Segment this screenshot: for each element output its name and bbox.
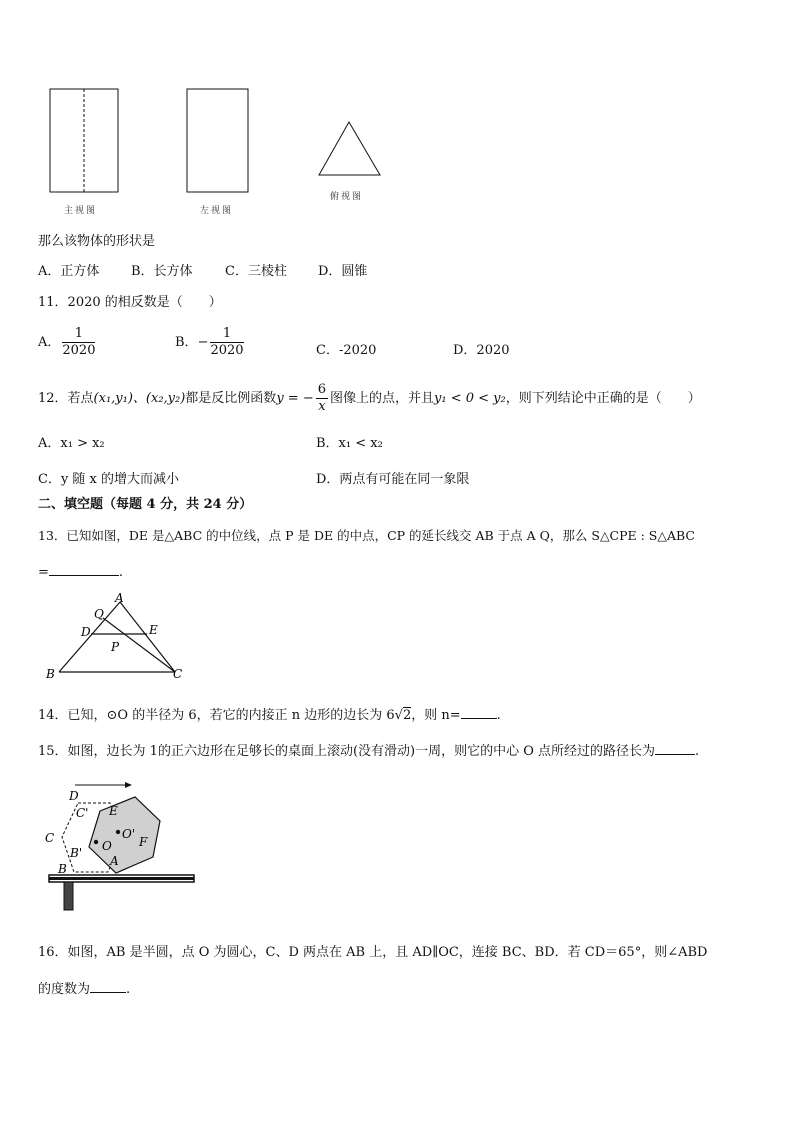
q12-mid2: 图像上的点，并且: [330, 391, 435, 406]
q12-func-den: x: [318, 399, 326, 414]
q16-answer-blank[interactable]: [90, 980, 126, 993]
q14-sqrt-arg: 2: [402, 708, 412, 723]
q13-label-e: E: [149, 623, 158, 637]
q10-stem: 那么该物体的形状是: [38, 234, 156, 249]
q14-text: [38, 704, 501, 723]
section2-title: 二、填空题（每题 4 分，共 24 分）: [38, 497, 253, 512]
q12-option-d: D．两点有可能在同一象限: [316, 472, 470, 487]
q15-label-c: C: [45, 831, 55, 845]
q15-label-o-prime: O': [122, 827, 136, 841]
q10-option-d: D．圆锥: [318, 264, 368, 279]
q12-mid: 都是反比例函数: [185, 391, 277, 406]
q15-label-d: D: [69, 789, 79, 803]
q13-label-c: C: [173, 667, 183, 681]
q13-triangle-figure: [40, 590, 190, 685]
q12-func-fraction: [316, 382, 328, 415]
q15-label-c-prime: C': [76, 806, 89, 820]
q11-option-a: [38, 326, 97, 359]
q16-answer-suffix: .: [126, 982, 131, 997]
q11-option-d: D．2020: [453, 343, 510, 358]
q15-answer-blank[interactable]: [655, 742, 695, 755]
q16-line1: 16．如图，AB 是半圆，点 O 为圆心，C、D 两点在 AB 上，且 AD∥OC，连接 BC、BD．若 CD＝65°，则∠ABD: [38, 945, 708, 960]
q11-option-b-num: 1: [210, 326, 243, 343]
q10-option-a: A．正方体: [38, 264, 100, 279]
q15-answer-suffix: .: [695, 744, 700, 759]
q12-condition: y₁ < 0 < y₂: [434, 391, 506, 406]
q11-stem: 11．2020 的相反数是（ ）: [38, 295, 222, 310]
q12-option-a: A．x₁ > x₂: [38, 436, 105, 451]
q11-option-b: [175, 326, 246, 359]
q10-option-c: C．三棱柱: [225, 264, 287, 279]
q15-text-body: 15．如图，边长为 1的正六边形在足够长的桌面上滚动(没有滑动)一周，则它的中心 O 点所经过的路径长为: [38, 744, 656, 759]
q10-option-b: B．长方体: [131, 264, 193, 279]
q13-label-d: D: [81, 625, 91, 639]
q12-option-c: C．y 随 x 的增大而减小: [38, 472, 180, 487]
q13-answer-prefix: =: [38, 565, 49, 580]
q12-func-num: 6: [317, 382, 326, 397]
q11-option-b-sign: −: [197, 335, 209, 350]
q14-text-before: 14．已知，⊙O 的半径为 6，若它的内接正 n 边形的边长为 6: [38, 708, 395, 723]
q13-label-p: P: [111, 640, 120, 654]
q12-points: (x₁,y₁)、(x₂,y₂): [93, 391, 186, 406]
q12-suffix: ，则下列结论中正确的是（ ）: [505, 391, 701, 406]
q12-stem: [38, 382, 701, 415]
q11-option-a-label: A．: [38, 335, 61, 350]
arrow-head-icon: [125, 782, 132, 788]
q14-answer-suffix: .: [496, 708, 501, 723]
q15-hexagon-figure: [40, 775, 200, 915]
q11-option-b-fraction: [210, 326, 243, 359]
q11-option-b-label: B．: [175, 335, 198, 350]
q15-label-f: F: [139, 835, 148, 849]
q16-line2: [38, 978, 130, 997]
q15-label-o: O: [102, 839, 112, 853]
q13-label-q: Q: [94, 607, 104, 621]
q11-option-a-num: 1: [62, 326, 95, 343]
center-o-prime-dot: [116, 830, 120, 834]
top-view-label: 俯视图: [330, 192, 364, 202]
q13-answer-blank[interactable]: [49, 563, 119, 576]
q11-option-a-den: 2020: [62, 343, 96, 358]
q11-option-a-fraction: [62, 326, 95, 359]
q15-label-b: B: [58, 862, 67, 876]
table-leg: [64, 882, 73, 910]
q13-answer-suffix: .: [118, 565, 124, 580]
side-view-label: 左视图: [200, 206, 234, 216]
q14-text-after: ，则 n=: [411, 708, 461, 723]
q12-option-b: B．x₁ < x₂: [316, 436, 383, 451]
q13-text: 13．已知如图，DE 是△ABC 的中位线，点 P 是 DE 的中点，CP 的延长线交 AB 于点 A Q，那么 S△CPE : S△ABC: [38, 528, 695, 543]
q13-answer-line: [38, 563, 123, 580]
q12-func-lhs: y = −: [276, 391, 314, 406]
side-view-rect: [187, 89, 248, 192]
q13-label-b: B: [46, 667, 55, 681]
q15-label-b-prime: B': [70, 846, 83, 860]
top-view-triangle: [319, 122, 380, 175]
q15-label-a: A: [110, 854, 119, 868]
q16-line2-prefix: 的度数为: [38, 982, 91, 997]
q11-option-b-den: 2020: [210, 343, 244, 358]
sqrt-icon: √: [394, 708, 403, 723]
q12-prefix: 12．若点: [38, 391, 94, 406]
q15-label-e: E: [109, 804, 118, 818]
q11-option-c: C．-2020: [316, 343, 377, 358]
center-o-dot: [94, 840, 98, 844]
q13-label-a: A: [115, 591, 124, 605]
front-view-label: 主视图: [64, 206, 98, 216]
q15-text: [38, 740, 699, 759]
q14-answer-blank[interactable]: [461, 706, 497, 719]
